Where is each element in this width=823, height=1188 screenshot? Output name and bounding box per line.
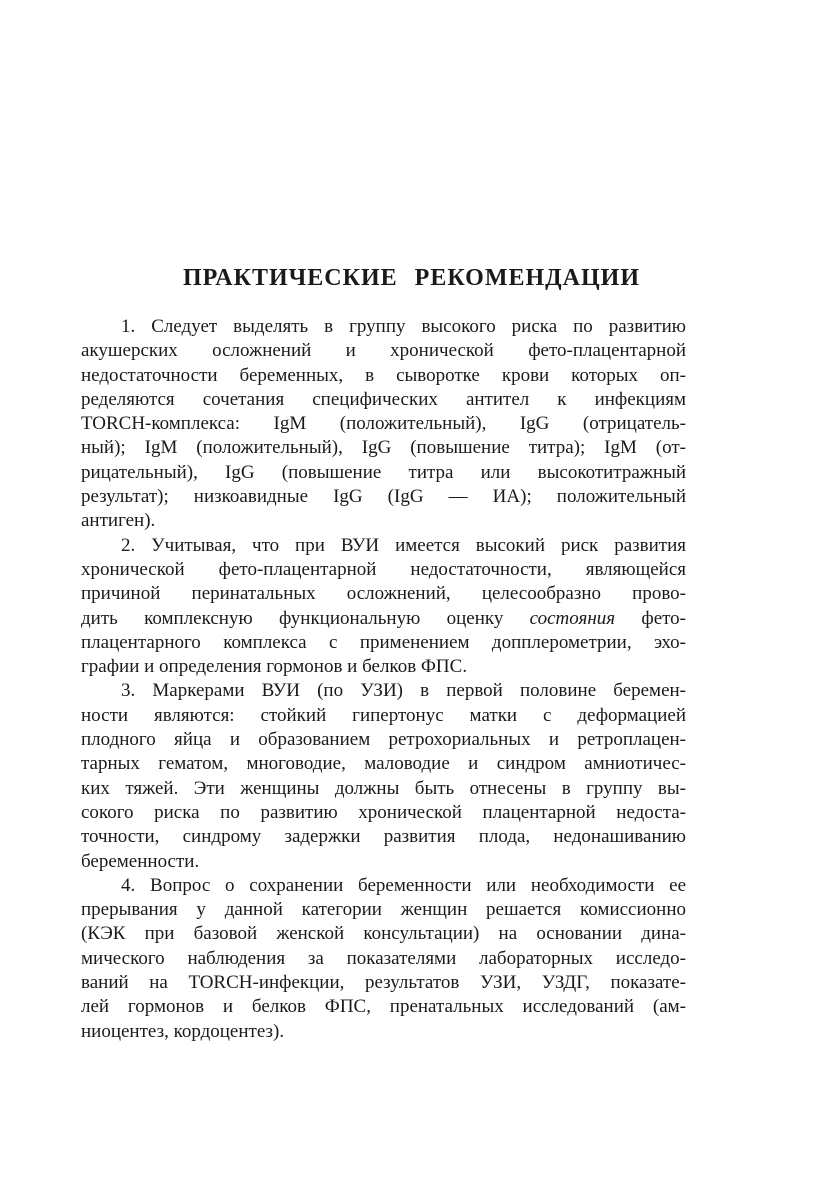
text-line: 3. Маркерами ВУИ (по УЗИ) в первой половине беремен-	[121, 680, 686, 702]
text-segment: фето-	[615, 607, 687, 629]
body-text	[81, 315, 686, 1044]
text-line: ваний на TORCH-инфекции, результатов УЗИ, УЗДГ, показате-	[81, 972, 686, 994]
text-line: (КЭК при базовой женской консультации) на основании дина-	[81, 923, 686, 945]
text-line: 4. Вопрос о сохранении беременности или необходимости ее	[121, 874, 686, 896]
text-line: графии и определения гормонов и белков ФПС.	[81, 656, 468, 678]
text-line: ких тяжей. Эти женщины должны быть отнесены в группу вы-	[81, 777, 686, 799]
text-line: антиген).	[81, 510, 156, 532]
page-title: ПРАКТИЧЕСКИЕ РЕКОМЕНДАЦИИ	[182, 265, 640, 291]
text-line: 2. Учитывая, что при ВУИ имеется высокий риск развития	[121, 534, 686, 556]
text-line: ный); IgM (положительный), IgG (повышение титра); IgM (от-	[81, 437, 686, 459]
text-line: беременности.	[81, 850, 200, 872]
text-line: лей гормонов и белков ФПС, пренатальных исследований (ам-	[81, 996, 686, 1018]
text-line-with-italic	[81, 607, 686, 631]
text-line: акушерских осложнений и хронической фето-плацентарной	[81, 340, 686, 362]
text-line: сокого риска по развитию хронической плацентарной недоста-	[81, 801, 686, 823]
text-line: TORCH-комплекса: IgM (положительный), IgG (отрицатель-	[81, 413, 686, 435]
text-segment: дить комплексную функциональную оценку	[81, 607, 530, 629]
text-line: точности, синдрому задержки развития плода, недонашиванию	[81, 826, 686, 848]
text-line: результат); низкоавидные IgG (IgG — ИА); положительный	[81, 486, 686, 508]
text-line: мического наблюдения за показателями лабораторных исследо-	[81, 947, 686, 969]
text-line: тарных гематом, многоводие, маловодие и синдром амниотичес-	[81, 753, 686, 775]
text-line: хронической фето-плацентарной недостаточности, являющейся	[81, 558, 686, 580]
paragraph-2	[81, 534, 686, 680]
text-line: плодного яйца и образованием ретрохориальных и ретроплацен-	[81, 729, 686, 751]
text-line: прерывания у данной категории женщин решается комиссионно	[81, 899, 686, 921]
text-line: ниоцентез, кордоцентез).	[81, 1020, 285, 1042]
text-line: рицательный), IgG (повышение титра или высокотитражный	[81, 461, 686, 483]
paragraph-3	[81, 679, 686, 873]
paragraph-4	[81, 874, 686, 1044]
text-line: недостаточности беременных, в сыворотке крови которых оп-	[81, 364, 686, 386]
text-line: ределяются сочетания специфических антител к инфекциям	[81, 388, 686, 410]
text-line: 1. Следует выделять в группу высокого риска по развитию	[121, 316, 686, 337]
italic-word: состояния	[529, 607, 616, 629]
text-line: плацентарного комплекса с применением допплерометрии, эхо-	[81, 631, 686, 653]
paragraph-1	[81, 315, 686, 534]
text-line: ности являются: стойкий гипертонус матки с деформацией	[81, 704, 686, 726]
text-line: причиной перинатальных осложнений, целесообразно прово-	[81, 583, 686, 605]
